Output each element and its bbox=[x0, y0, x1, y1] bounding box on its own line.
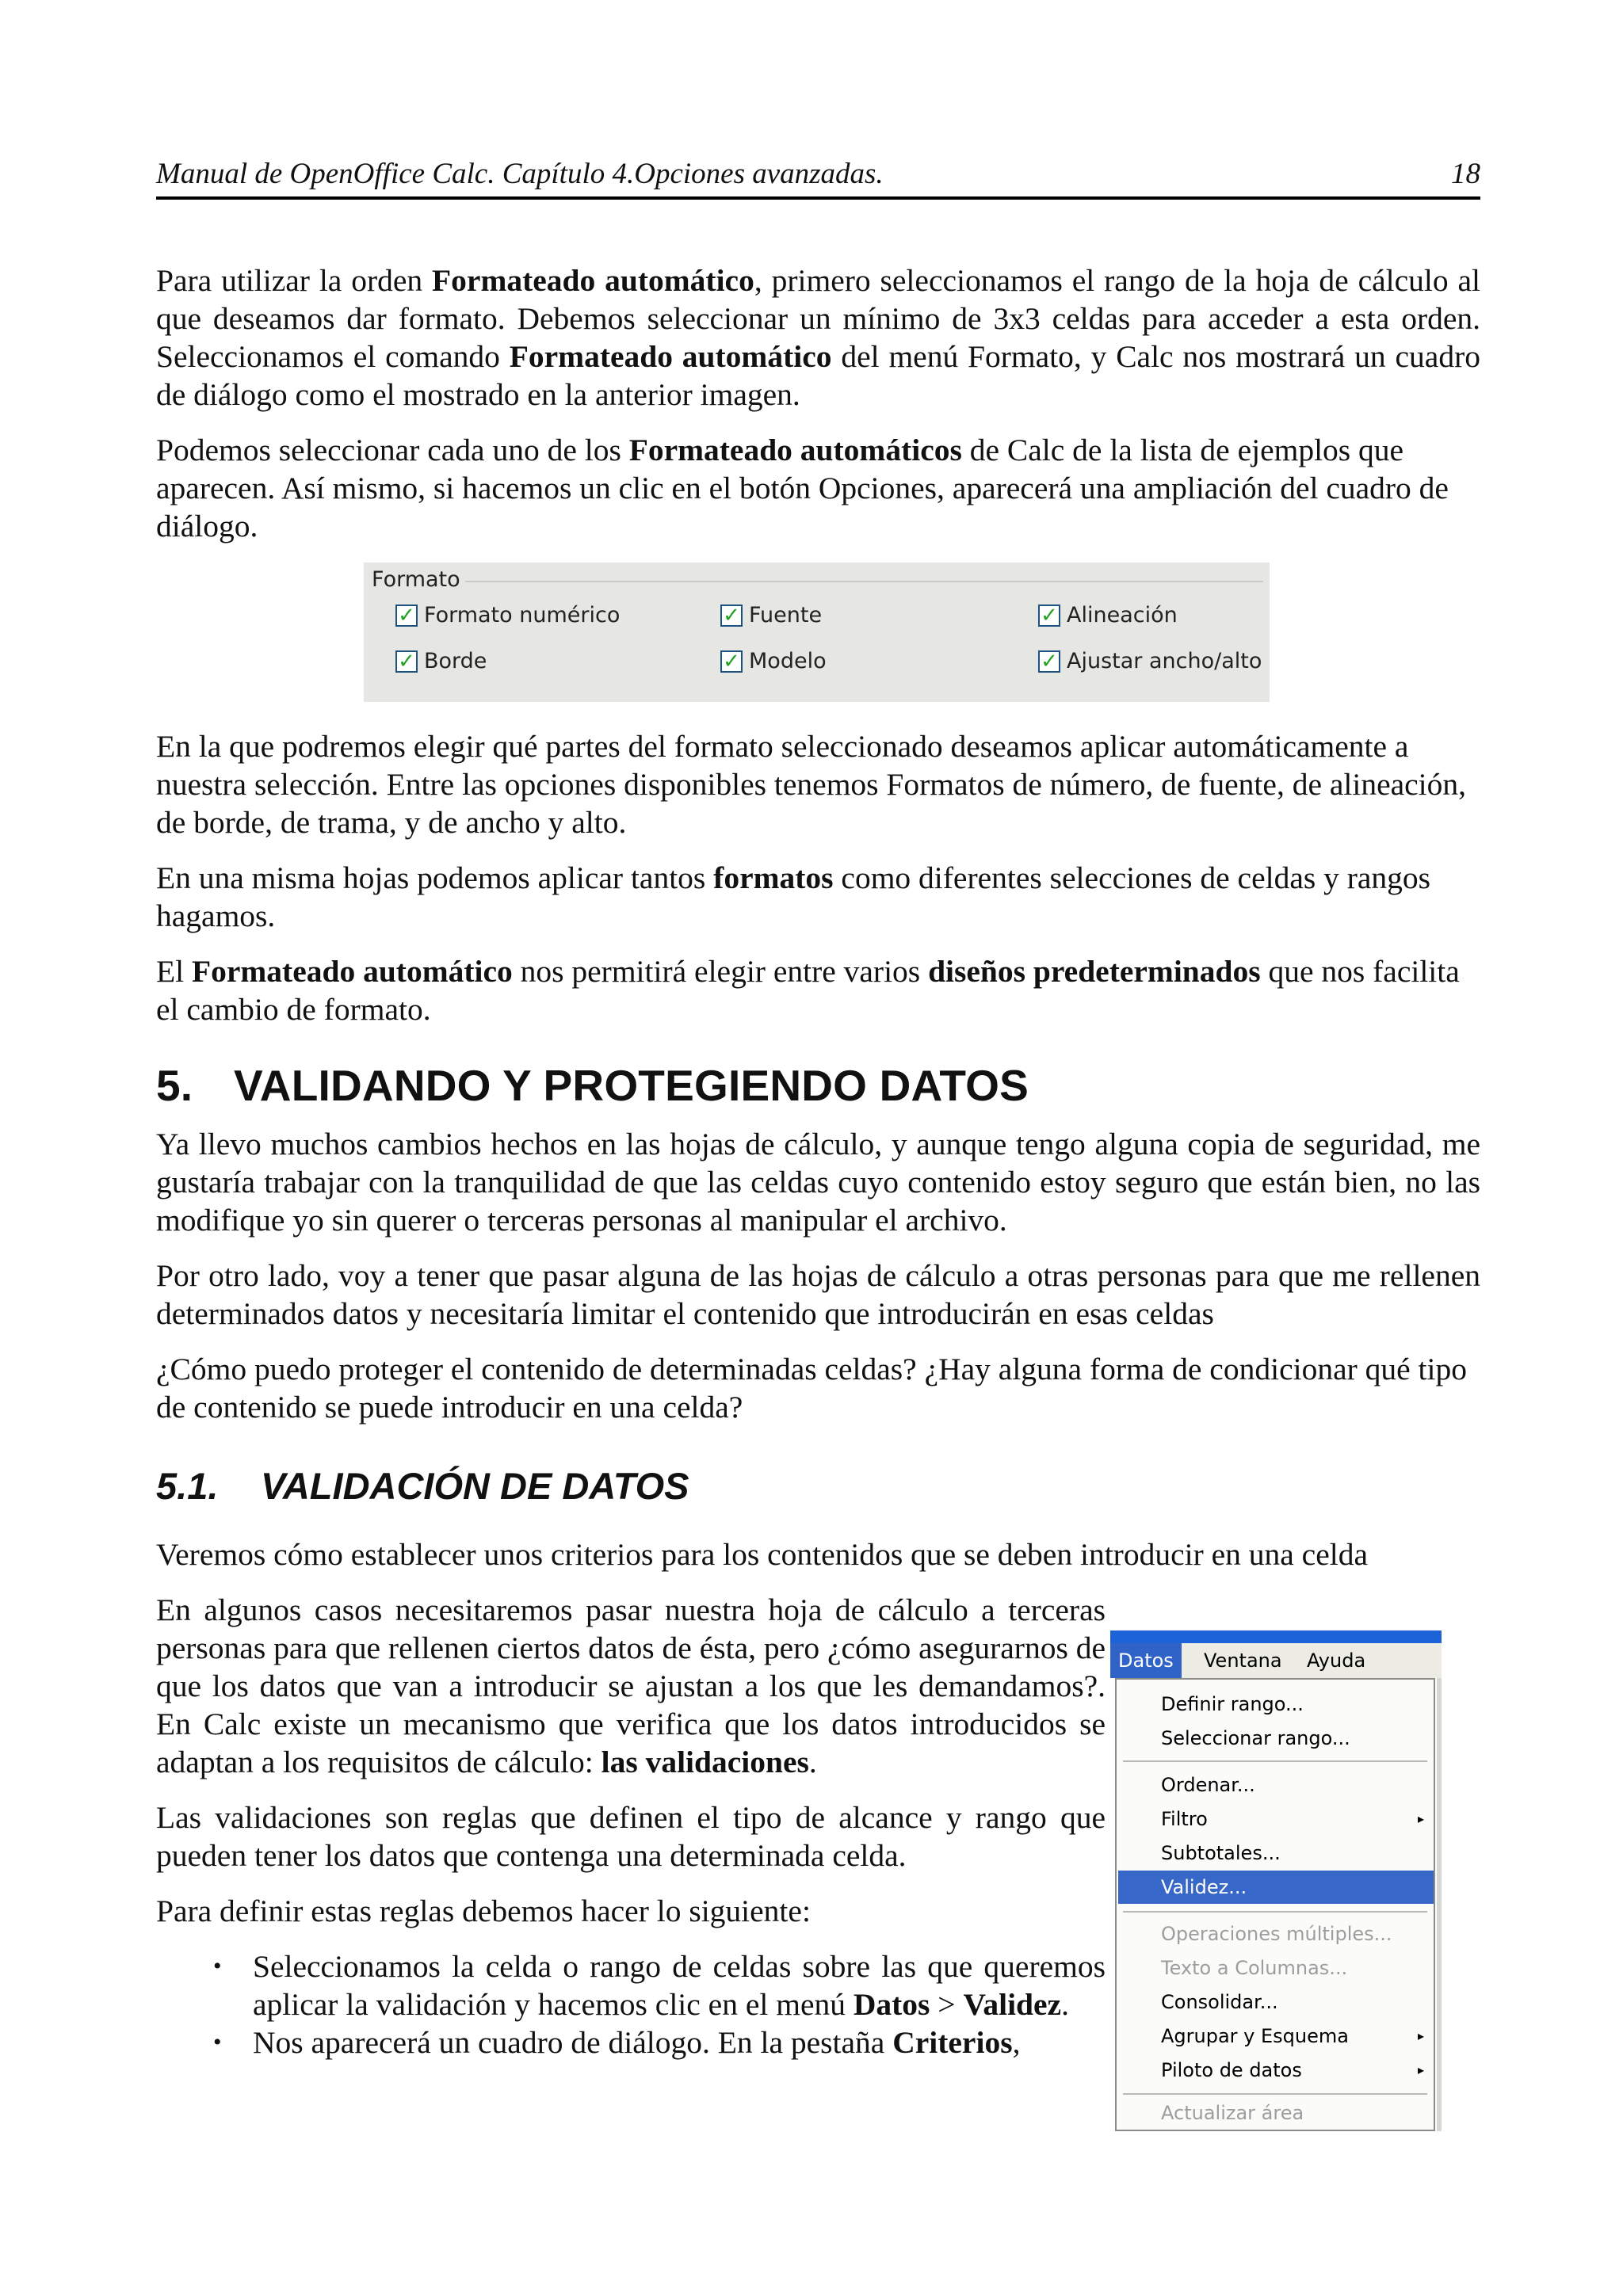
menu-item-filtro[interactable]: Filtro bbox=[1161, 1808, 1208, 1830]
bullet-icon: • bbox=[213, 2029, 222, 2055]
checkbox-checked-icon: ✓ bbox=[1038, 605, 1060, 627]
section-heading-5: 5. VALIDANDO Y PROTEGIENDO DATOS bbox=[156, 1061, 1029, 1110]
menu-item-agrupar-esquema[interactable]: Agrupar y Esquema bbox=[1161, 2025, 1349, 2047]
paragraph-questions: ¿Cómo puedo proteger el contenido de determinadas celdas? ¿Hay alguna forma de condicionar qué tipo de contenido se puede introducir en una celda? bbox=[156, 1352, 1467, 1425]
list-item: • Seleccionamos la celda o rango de celdas sobre las que queremos aplicar la validación y hacemos clic en el menú Datos > Validez. bbox=[213, 1949, 1106, 2022]
menu-item-actualizar-area: Actualizar área bbox=[1161, 2102, 1304, 2124]
paragraph-criteria-intro: Veremos cómo establecer unos criterios para los contenidos que se deben introducir en una celda bbox=[156, 1537, 1368, 1572]
menu-item-subtotales[interactable]: Subtotales... bbox=[1161, 1842, 1281, 1864]
checkbox-label: Fuente bbox=[749, 603, 823, 627]
list-item: • Nos aparecerá un cuadro de diálogo. En la pestaña Criterios, bbox=[213, 2025, 1021, 2060]
checkbox-checked-icon: ✓ bbox=[395, 605, 418, 627]
window-title-strip bbox=[1110, 1630, 1442, 1643]
submenu-arrow-icon: ▸ bbox=[1417, 2028, 1424, 2043]
submenu-arrow-icon: ▸ bbox=[1417, 1811, 1424, 1826]
format-legend-rule bbox=[465, 581, 1263, 582]
checkbox-fuente[interactable] bbox=[720, 602, 822, 629]
menu-separator bbox=[1123, 1911, 1427, 1913]
paragraph-format-parts: En la que podremos elegir qué partes del formato seleccionado deseamos aplicar automáticamente a nuestra selección. Entre las opciones disponibles tenemos Formatos de número, de fuente, de alineación, de borde, de trama, y de ancho y alto. bbox=[156, 729, 1467, 840]
text-column-beside-menu bbox=[156, 1591, 1106, 2061]
checkbox-label: Modelo bbox=[749, 649, 827, 673]
paragraph-autoformat-intro: Para utilizar la orden Formateado automático, primero seleccionamos el rango de la hoja de cálculo al que deseamos dar formato. Debemos seleccionar un mínimo de 3x3 celdas para acceder a esta orden. Seleccionamos el comando Formateado automático del menú Formato, y Calc nos mostrará un cuadro de diálogo como el mostrado en la anterior imagen. bbox=[156, 263, 1481, 412]
checkbox-checked-icon: ✓ bbox=[720, 650, 743, 673]
checkbox-label: Formato numérico bbox=[424, 603, 621, 627]
checkbox-borde[interactable] bbox=[395, 648, 487, 675]
menubar-ayuda[interactable]: Ayuda bbox=[1307, 1650, 1366, 1672]
header-title: Manual de OpenOffice Calc. Capítulo 4.Opciones avanzadas. bbox=[156, 158, 884, 190]
paragraph-validations-intro: En algunos casos necesitaremos pasar nuestra hoja de cálculo a terceras personas para que rellenen ciertos datos de ésta, pero ¿cómo asegurarnos de que los datos que van a introducir se ajustan a los que les demandamos?. En Calc existe un mecanismo que verifica que los datos introducidos se adaptan a los requisitos de cálculo: las validaciones. bbox=[156, 1592, 1106, 1779]
bullet-icon: • bbox=[213, 1953, 222, 1979]
page-header bbox=[156, 155, 1480, 200]
menubar-ventana[interactable]: Ventana bbox=[1204, 1650, 1282, 1672]
datos-menu-screenshot bbox=[1110, 1630, 1442, 2131]
paragraph-predefined-designs: El Formateado automático nos permitirá elegir entre varios diseños predeterminados que nos facilita el cambio de formato. bbox=[156, 954, 1460, 1027]
menu-item-consolidar[interactable]: Consolidar... bbox=[1161, 1991, 1278, 2013]
page-number: 18 bbox=[1451, 158, 1480, 190]
format-options-panel bbox=[364, 563, 1270, 702]
window-edge bbox=[1437, 1678, 1442, 2131]
paragraph-define-rules: Para definir estas reglas debemos hacer lo siguiente: bbox=[156, 1894, 811, 1928]
section-heading-5-1: 5.1. VALIDACIÓN DE DATOS bbox=[156, 1465, 689, 1507]
checkbox-modelo[interactable] bbox=[720, 648, 827, 675]
checkbox-checked-icon: ✓ bbox=[395, 650, 418, 673]
paragraph-backup: Ya llevo muchos cambios hechos en las hojas de cálculo, y aunque tengo alguna copia de seguridad, me gustaría trabajar con la tranquilidad de que las celdas cuyo contenido estoy seguro que están bien, no las modifique yo sin querer o terceras personas al manipular el archivo. bbox=[156, 1127, 1480, 1238]
steps-list bbox=[156, 1947, 1106, 2061]
paragraph-autoformat-select: Podemos seleccionar cada uno de los Formateado automáticos de Calc de la lista de ejemplos que aparecen. Así mismo, si hacemos un clic en el botón Opciones, aparecerá una ampliación del cuadro de diálogo. bbox=[156, 433, 1449, 543]
checkbox-formato-numerico[interactable] bbox=[395, 602, 620, 629]
checkbox-checked-icon: ✓ bbox=[1038, 650, 1060, 673]
menu-item-validez[interactable]: Validez... bbox=[1118, 1871, 1434, 1904]
checkbox-label: Borde bbox=[424, 649, 487, 673]
menu-item-piloto-de-datos[interactable]: Piloto de datos bbox=[1161, 2059, 1302, 2081]
menu-separator bbox=[1123, 1760, 1427, 1762]
menu-item-texto-a-columnas: Texto a Columnas... bbox=[1161, 1957, 1348, 1979]
menu-item-operaciones-multiples: Operaciones múltiples... bbox=[1161, 1923, 1392, 1945]
submenu-arrow-icon: ▸ bbox=[1417, 2062, 1424, 2077]
checkbox-label: Ajustar ancho/alto bbox=[1067, 649, 1262, 673]
menu-item-seleccionar-rango[interactable]: Seleccionar rango... bbox=[1161, 1727, 1350, 1749]
menu-separator bbox=[1123, 2093, 1427, 2095]
format-legend: Formato bbox=[372, 567, 460, 592]
datos-dropdown bbox=[1115, 1678, 1435, 2131]
paragraph-share-sheets: Por otro lado, voy a tener que pasar alguna de las hojas de cálculo a otras personas para que me rellenen determinados datos y necesitaría limitar el contenido que introducirán en esas celdas bbox=[156, 1258, 1480, 1331]
menu-item-ordenar[interactable]: Ordenar... bbox=[1161, 1774, 1255, 1796]
menu-item-definir-rango[interactable]: Definir rango... bbox=[1161, 1693, 1304, 1715]
checkbox-alineacion[interactable] bbox=[1038, 602, 1178, 629]
checkbox-label: Alineación bbox=[1067, 603, 1178, 627]
checkbox-checked-icon: ✓ bbox=[720, 605, 743, 627]
checkbox-ajustar-ancho-alto[interactable] bbox=[1038, 648, 1262, 675]
menubar-datos[interactable]: Datos bbox=[1110, 1643, 1182, 1678]
paragraph-multiple-formats: En una misma hojas podemos aplicar tantos formatos como diferentes selecciones de celdas y rangos hagamos. bbox=[156, 860, 1431, 933]
paragraph-validations-rules: Las validaciones son reglas que definen el tipo de alcance y rango que pueden tener los datos que contenga una determinada celda. bbox=[156, 1800, 1106, 1873]
